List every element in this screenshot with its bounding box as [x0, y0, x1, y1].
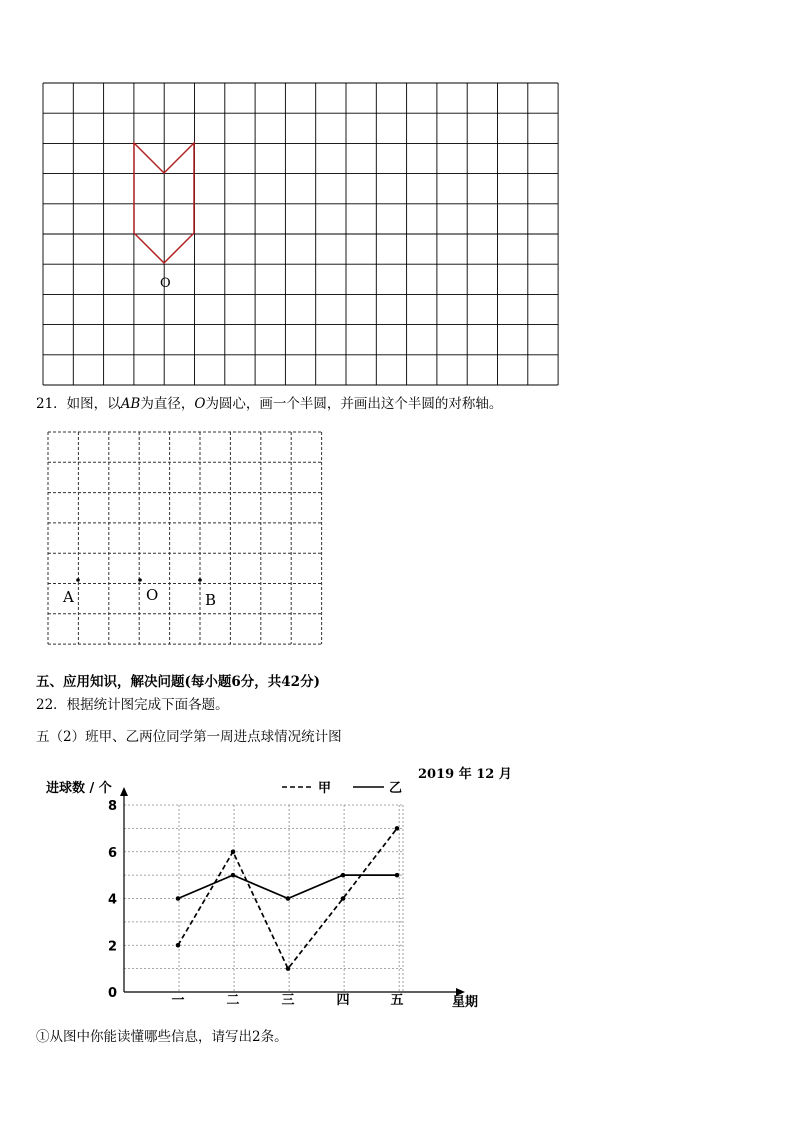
figure1-grid — [0, 0, 794, 400]
label-b: B — [205, 591, 217, 609]
question-22: 22．根据统计图完成下面各题。 — [36, 697, 229, 713]
point-o-label: O — [160, 276, 171, 291]
figure2-dashed-grid — [0, 420, 400, 655]
label-a: A — [63, 588, 74, 606]
q21-o: O — [194, 396, 206, 412]
q21-text-suffix: 为圆心，画一个半圆，并画出这个半圆的对称轴。 — [205, 396, 503, 412]
chart-x-ticks — [171, 993, 403, 1008]
line-chart — [0, 760, 794, 1020]
y-axis-arrow — [120, 787, 128, 796]
grid-lines — [43, 83, 558, 385]
y-tick-label: 6 — [108, 845, 118, 861]
legend-jia-label: 甲 — [318, 781, 332, 796]
series-line-乙 — [178, 875, 397, 898]
q21-text-mid: 为直径， — [140, 396, 195, 412]
data-point-甲 — [286, 966, 291, 971]
question-22-sub1: ①从图中你能读懂哪些信息，请写出2条。 — [36, 1029, 288, 1045]
data-point-甲 — [231, 849, 236, 854]
question-21 — [36, 395, 502, 413]
date-note: 2019 年 12 月 — [418, 767, 512, 782]
data-point-乙 — [176, 896, 181, 901]
q21-text-prefix: 21．如图，以 — [36, 396, 121, 412]
legend-yi-label: 乙 — [389, 781, 403, 796]
point-a — [76, 578, 80, 582]
q21-ab: AB — [120, 396, 141, 412]
dashed-grid-lines — [48, 432, 322, 644]
data-point-甲 — [395, 826, 400, 831]
chart-axes — [120, 787, 465, 996]
x-axis-label: 星期 — [452, 995, 479, 1010]
chart-caption: 五（2）班甲、乙两位同学第一周进点球情况统计图 — [36, 729, 342, 745]
data-point-乙 — [286, 896, 291, 901]
chart-grid — [124, 805, 403, 992]
x-tick-label: 四 — [336, 993, 350, 1008]
y-tick-label: 2 — [108, 939, 118, 955]
x-tick-label: 三 — [281, 993, 295, 1008]
section-5-title: 五、应用知识，解决问题(每小题6分，共42分) — [36, 674, 320, 690]
x-tick-label: 一 — [171, 993, 185, 1008]
chart-legend — [282, 781, 402, 796]
data-point-甲 — [341, 896, 346, 901]
data-point-乙 — [341, 873, 346, 878]
data-point-甲 — [176, 943, 181, 948]
y-tick-label: 8 — [108, 799, 118, 814]
x-tick-label: 五 — [390, 993, 404, 1008]
point-o — [138, 578, 142, 582]
y-tick-label: 4 — [108, 892, 118, 908]
y-tick-label: 0 — [108, 986, 118, 1001]
label-o: O — [146, 586, 159, 604]
data-point-乙 — [231, 873, 236, 878]
data-point-乙 — [395, 873, 400, 878]
y-axis-label: 进球数 / 个 — [46, 781, 112, 796]
x-tick-label: 二 — [226, 993, 240, 1008]
chart-y-ticks — [108, 799, 117, 1001]
point-b — [198, 578, 202, 582]
